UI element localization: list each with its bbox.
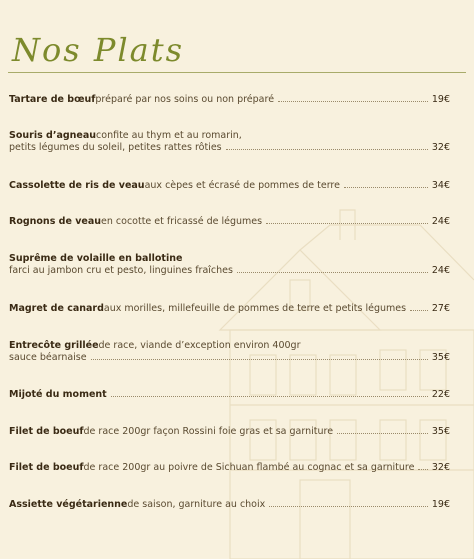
item-description: aux morilles, millefeuille de pommes de terre et petits légumes [103,303,407,314]
leader-dots [278,101,428,102]
item-name: Magret de canard [9,303,104,314]
leader-dots [418,469,427,470]
page-title: Nos Plats [12,31,184,69]
item-price: 34€ [431,180,450,191]
item-price: 24€ [431,265,450,276]
leader-dots [226,149,428,150]
item-description: de race, viande d’exception environ 400gr [98,340,301,351]
list-item [9,253,450,277]
item-name: Tartare de bœuf [9,94,96,105]
leader-dots [269,506,428,507]
leader-dots [337,433,428,434]
list-item [9,426,450,438]
item-name: Suprême de volaille en ballotine [9,253,183,264]
item-price: 19€ [431,94,450,105]
list-item [9,303,450,315]
item-price: 35€ [431,352,450,363]
list-item [9,180,450,192]
leader-dots [410,310,428,311]
leader-dots [237,272,428,273]
item-name: Rognons de veau [9,216,102,227]
item-price: 32€ [431,142,450,153]
list-item [9,462,450,474]
item-price: 32€ [431,462,450,473]
list-item [9,130,450,154]
item-description: en cocotte et fricassé de légumes [101,216,263,227]
item-name: Entrecôte grillée [9,340,99,351]
list-item [9,94,450,106]
item-description: de race 200gr façon Rossini foie gras et sa garniture [83,426,334,437]
item-name: Filet de boeuf [9,462,84,473]
item-description-2: farci au jambon cru et pesto, linguines fraîches [9,265,233,276]
item-name: Assiette végétarienne [9,499,128,510]
item-price: 19€ [431,499,450,510]
item-name: Mijoté du moment [9,389,107,400]
item-description: confite au thym et au romarin, [96,130,242,141]
item-price: 35€ [431,426,450,437]
list-item [9,216,450,228]
item-description-2: sauce béarnaise [9,352,87,363]
item-price: 22€ [431,389,450,400]
item-name: Filet de boeuf [9,426,84,437]
leader-dots [111,396,428,397]
item-price: 27€ [431,303,450,314]
leader-dots [266,223,428,224]
item-name: Souris d’agneau [9,130,97,141]
item-price: 24€ [431,216,450,227]
leader-dots [344,187,428,188]
list-item [9,389,450,401]
item-description: préparé par nos soins ou non préparé [95,94,275,105]
item-description-2: petits légumes du soleil, petites rattes rôties [9,142,222,153]
item-name: Cassolette de ris de veau [9,180,145,191]
list-item [9,499,450,511]
item-description: de race 200gr au poivre de Sichuan flambé au cognac et sa garniture [83,462,415,473]
leader-dots [91,359,428,360]
item-description: de saison, garniture au choix [127,499,266,510]
list-item [9,340,450,364]
item-description: aux cèpes et écrasé de pommes de terre [144,180,340,191]
